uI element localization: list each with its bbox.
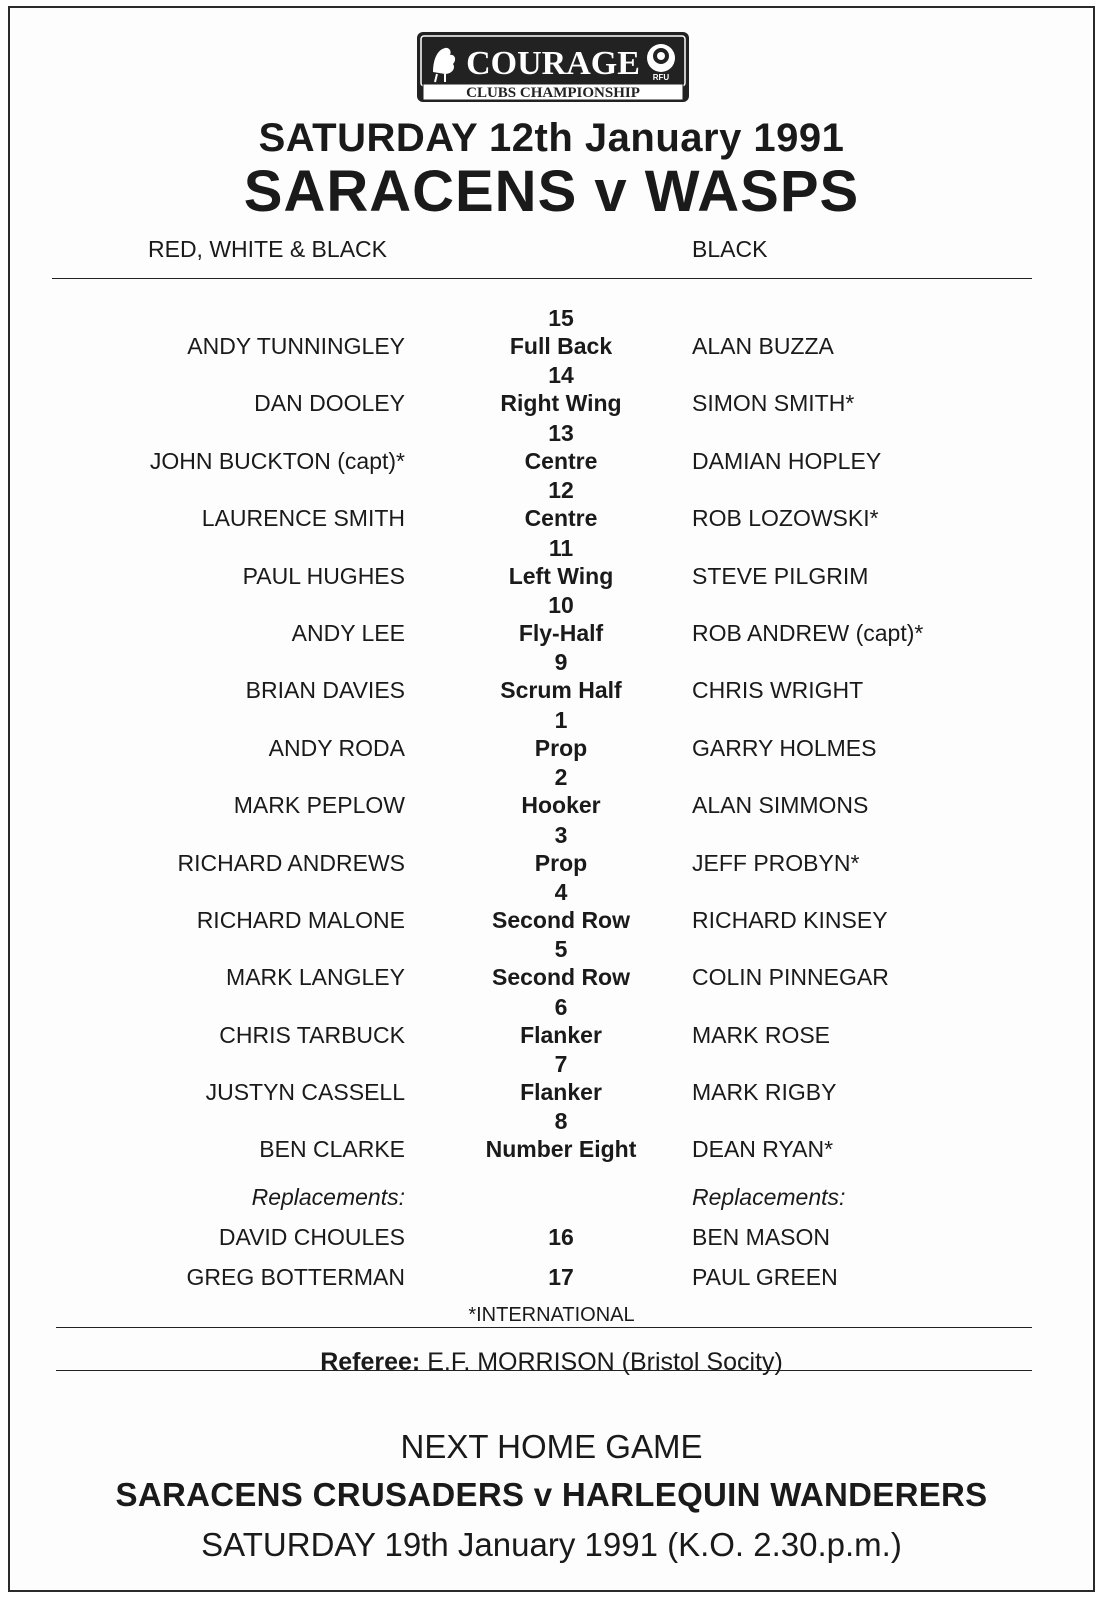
position-name: Flanker xyxy=(520,1021,602,1048)
away-player: MARK ROSE xyxy=(692,1021,831,1048)
shirt-number: 4 xyxy=(554,878,568,905)
away-player: ROB LOZOWSKI* xyxy=(692,505,879,532)
home-replacements-label: Replacements: xyxy=(251,1184,405,1210)
lineup-row xyxy=(10,305,1093,362)
home-replacement: GREG BOTTERMAN xyxy=(186,1264,405,1290)
match-title: SARACENS v WASPS xyxy=(243,159,860,224)
away-player: SIMON SMITH* xyxy=(692,390,855,417)
away-replacement: PAUL GREEN xyxy=(692,1264,838,1290)
away-player: ALAN BUZZA xyxy=(692,333,834,359)
next-game-fixture: SARACENS CRUSADERS v HARLEQUIN WANDERERS xyxy=(115,1476,988,1513)
lineup-row xyxy=(10,822,1093,879)
replacement-number: 16 xyxy=(548,1224,574,1250)
lineup-row xyxy=(10,879,1093,936)
home-player: RICHARD ANDREWS xyxy=(177,849,405,876)
position-name: Scrum Half xyxy=(500,677,622,704)
shirt-number: 3 xyxy=(554,821,568,848)
home-player: BRIAN DAVIES xyxy=(245,677,405,704)
position-name: Left Wing xyxy=(508,562,614,589)
position-name: Number Eight xyxy=(485,1136,637,1163)
home-player: RICHARD MALONE xyxy=(196,906,405,933)
away-player: MARK RIGBY xyxy=(692,1079,837,1106)
home-player: DAN DOOLEY xyxy=(254,390,405,417)
lineup-row xyxy=(10,936,1093,993)
logo-badge: RFU xyxy=(652,73,670,82)
shirt-number: 14 xyxy=(548,362,574,389)
lineup-row xyxy=(10,764,1093,821)
logo-brand: COURAGE xyxy=(466,45,640,82)
divider-referee-top xyxy=(56,1327,1032,1328)
lineup-row xyxy=(10,1108,1093,1165)
referee-label: Referee: xyxy=(320,1348,421,1376)
lineup-row xyxy=(10,707,1093,764)
home-player: ANDY RODA xyxy=(268,734,405,761)
away-player: RICHARD KINSEY xyxy=(692,906,888,933)
divider-referee-bottom xyxy=(56,1370,1032,1371)
away-replacement: BEN MASON xyxy=(692,1224,831,1250)
home-player: JUSTYN CASSELL xyxy=(205,1079,405,1106)
away-player: JEFF PROBYN* xyxy=(692,849,860,876)
replacement-row xyxy=(10,1264,1093,1294)
lineup-row xyxy=(10,362,1093,419)
next-game-heading: NEXT HOME GAME xyxy=(400,1428,703,1465)
lineup-row xyxy=(10,477,1093,534)
away-player: DEAN RYAN* xyxy=(692,1136,834,1163)
rose-icon xyxy=(647,44,675,72)
shirt-number: 2 xyxy=(554,764,568,791)
position-name: Prop xyxy=(534,849,588,876)
lineup-row xyxy=(10,535,1093,592)
international-footnote: *INTERNATIONAL xyxy=(468,1304,635,1326)
away-replacements-label: Replacements: xyxy=(692,1184,846,1210)
shirt-number: 12 xyxy=(548,477,574,504)
home-replacement: DAVID CHOULES xyxy=(218,1224,405,1250)
lineup-row xyxy=(10,994,1093,1051)
home-player: ANDY LEE xyxy=(291,619,405,646)
referee-line xyxy=(10,1348,1093,1377)
shirt-number: 8 xyxy=(554,1108,568,1135)
position-name: Hooker xyxy=(521,792,601,819)
home-colours: RED, WHITE & BLACK xyxy=(148,236,387,262)
shirt-number: 6 xyxy=(554,993,568,1020)
away-colours: BLACK xyxy=(692,236,768,262)
home-player: BEN CLARKE xyxy=(259,1136,405,1163)
shirt-number: 11 xyxy=(548,534,574,561)
shirt-number: 13 xyxy=(548,419,574,446)
shirt-number: 5 xyxy=(554,936,568,963)
away-player: CHRIS WRIGHT xyxy=(692,677,864,704)
away-player: COLIN PINNEGAR xyxy=(692,964,889,991)
away-player: ROB ANDREW (capt)* xyxy=(692,619,924,646)
referee-name: E.F. MORRISON (Bristol Socity) xyxy=(427,1348,783,1376)
position-name: Flanker xyxy=(520,1079,602,1106)
position-name: Prop xyxy=(534,734,588,761)
away-player: ALAN SIMMONS xyxy=(692,792,869,819)
position-name: Full Back xyxy=(509,333,613,359)
shirt-number: 7 xyxy=(554,1051,568,1078)
logo-subtitle: CLUBS CHAMPIONSHIP xyxy=(466,85,640,101)
position-name: Centre xyxy=(524,447,598,474)
replacement-row xyxy=(10,1224,1093,1254)
divider-top xyxy=(52,278,1032,279)
home-player: JOHN BUCKTON (capt)* xyxy=(149,447,405,474)
lineup-table xyxy=(10,305,1093,1166)
shirt-number: 10 xyxy=(548,591,574,618)
position-name: Second Row xyxy=(491,964,630,991)
shirt-number: 15 xyxy=(548,305,574,331)
lineup-row xyxy=(10,420,1093,477)
lineup-row xyxy=(10,1051,1093,1108)
home-player: MARK LANGLEY xyxy=(226,964,405,991)
shirt-number: 1 xyxy=(554,706,568,733)
home-player: MARK PEPLOW xyxy=(233,792,405,819)
position-name: Second Row xyxy=(491,906,630,933)
home-player: CHRIS TARBUCK xyxy=(219,1021,405,1048)
programme-page xyxy=(8,6,1095,1592)
position-name: Right Wing xyxy=(500,390,622,417)
replacement-number: 17 xyxy=(548,1264,574,1290)
position-name: Centre xyxy=(524,505,598,532)
home-player: PAUL HUGHES xyxy=(242,562,405,589)
home-player: LAURENCE SMITH xyxy=(201,505,405,532)
lineup-row xyxy=(10,649,1093,706)
away-player: GARRY HOLMES xyxy=(692,734,877,761)
position-name: Fly-Half xyxy=(518,619,604,646)
home-player: ANDY TUNNINGLEY xyxy=(187,333,405,359)
next-game-date: SATURDAY 19th January 1991 (K.O. 2.30.p.m.) xyxy=(201,1526,902,1563)
lineup-row xyxy=(10,592,1093,649)
shirt-number: 9 xyxy=(554,649,568,676)
away-player: DAMIAN HOPLEY xyxy=(692,447,882,474)
away-player: STEVE PILGRIM xyxy=(692,562,869,589)
match-date: SATURDAY 12th January 1991 xyxy=(258,116,845,160)
courage-logo xyxy=(415,30,691,104)
